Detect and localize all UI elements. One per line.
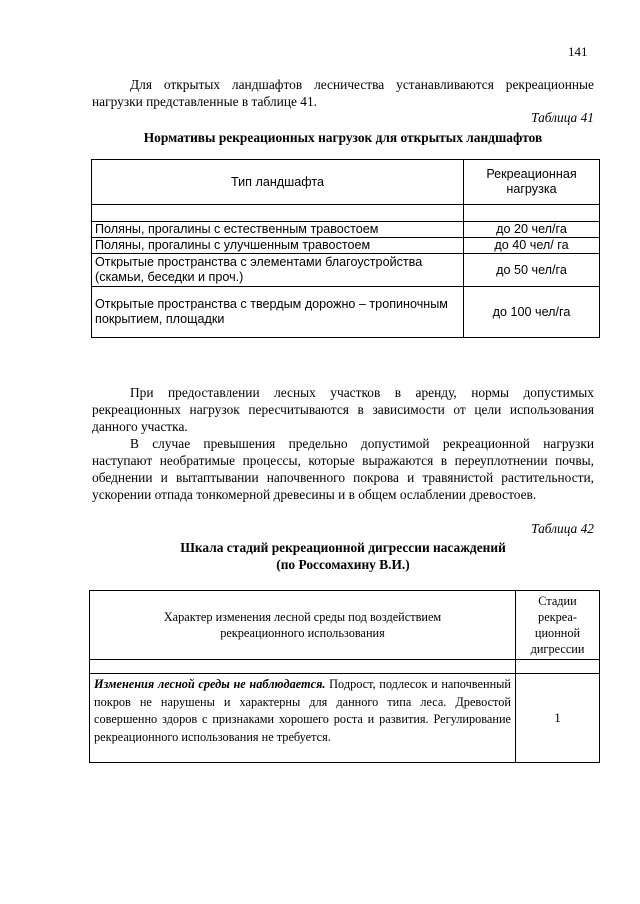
table41-title: Нормативы рекреационных нагрузок для открытых ландшафтов (143, 130, 543, 145)
table42-title-line1: Шкала стадий рекреационной дигрессии насаждений (180, 540, 506, 555)
table-row (92, 222, 600, 238)
page-number: 141 (568, 44, 588, 59)
table41-cell-load: до 20 чел/га (464, 222, 600, 238)
table42-cell-stage: 1 (516, 674, 600, 763)
table-row (92, 254, 600, 287)
table42-header-stage: Стадии рекреа-ционной дигрессии (516, 591, 600, 660)
paragraph-3: В случае превышения предельно допустимой рекреационной нагрузки наступают необратимые процессы, которые выражаются в переуплотнении почвы, обеднении и вытаптывании напочвенного покрова и травянистой растительности, ускорении отпада тонкомерной древесины и в общем ослаблении древостоев. (92, 436, 594, 502)
table41-cell-type: Открытые пространства с твердым дорожно – тропиночным покрытием, площадки (92, 287, 464, 338)
table-row (92, 287, 600, 338)
table41-header-row (92, 160, 600, 205)
table42-label: Таблица 42 (531, 521, 594, 536)
table42-header-row (90, 591, 600, 660)
table42-description-text: Подрост, подлесок и напочвенный покров не нарушены и характерны для данного типа леса. Древостой совершенно здоров с признаками хорошего роста и развития. Регулирование рекреационного использования не требуется. (94, 677, 511, 744)
table41-cell-type: Открытые пространства с элементами благоустройства (скамьи, беседки и проч.) (92, 254, 464, 287)
table42-title-line2: (по Россомахину В.И.) (276, 557, 410, 572)
table-42 (89, 590, 600, 763)
table41-label: Таблица 41 (531, 110, 594, 125)
table41-cell-load: до 40 чел/ га (464, 238, 600, 254)
table-row (92, 238, 600, 254)
table41-spacer-row (92, 205, 600, 222)
table41-header-type: Тип ландшафта (92, 160, 464, 205)
table41-cell-load: до 50 чел/га (464, 254, 600, 287)
table-row (90, 674, 600, 763)
intro-paragraph: Для открытых ландшафтов лесничества устанавливаются рекреационные нагрузки представленные в таблице 41. (92, 77, 594, 109)
table41-cell-type: Поляны, прогалины с улучшенным травостоем (92, 238, 464, 254)
paragraph-2: При предоставлении лесных участков в аренду, нормы допустимых рекреационных нагрузок пересчитываются в зависимости от цели использования данного участка. (92, 385, 594, 434)
table42-description-lead: Изменения лесной среды не наблюдается. (94, 677, 326, 691)
table41-cell-load: до 100 чел/га (464, 287, 600, 338)
table-41 (91, 159, 600, 338)
table42-cell-description (90, 674, 516, 763)
table42-spacer-row (90, 660, 600, 674)
table41-cell-type: Поляны, прогалины с естественным травостоем (92, 222, 464, 238)
table41-header-load: Рекреационная нагрузка (464, 160, 600, 205)
table42-header-character: Характер изменения лесной среды под воздействием рекреационного использования (90, 591, 516, 660)
